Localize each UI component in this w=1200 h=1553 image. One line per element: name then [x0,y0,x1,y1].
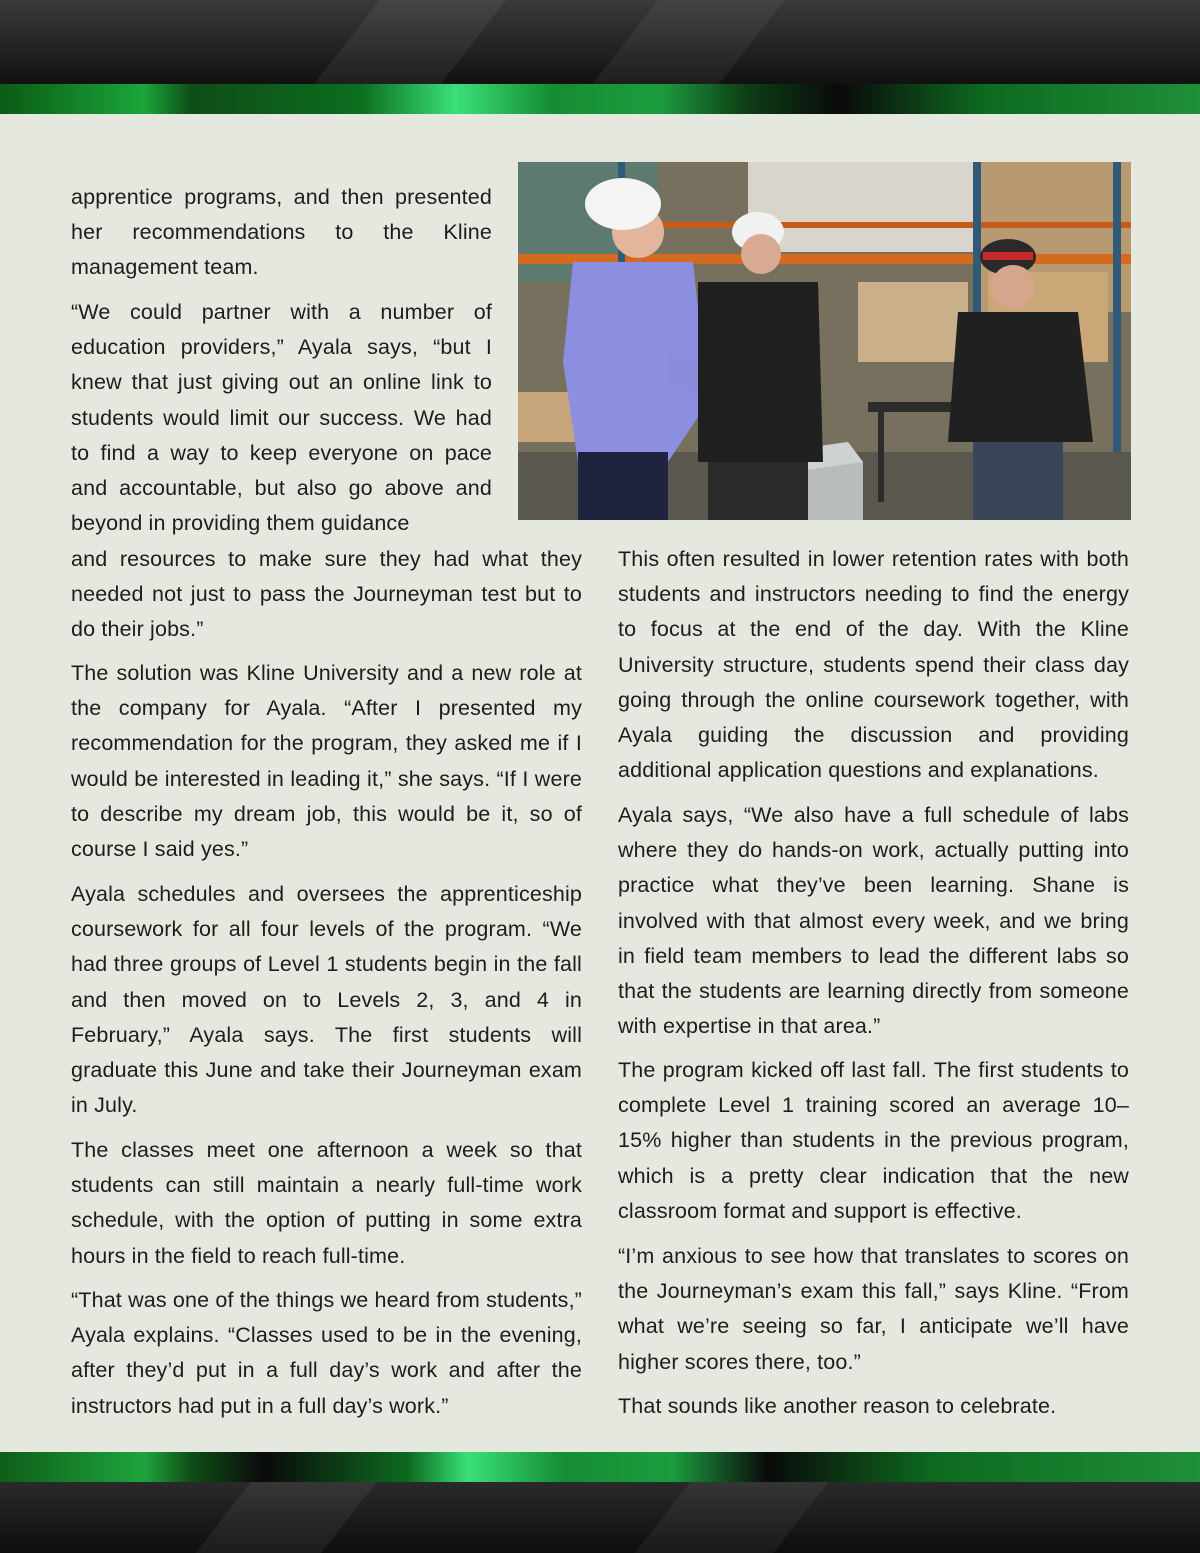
paragraph: “I’m anxious to see how that translates to scores on the Journeyman’s exam this fall,” says Kline. “From what we’re seeing so far, I anticipate we’ll have higher scores there, too.” [618,1244,1129,1374]
paragraph: That sounds like another reason to celebrate. [618,1394,1057,1418]
paragraph: The solution was Kline University and a new role at the company for Ayala. “After I presented my recommendation for the program, they asked me if I would be interested in leading it,” she says. “If I were to describe my dream job, this would be it, so of course I said yes.” [71,661,582,862]
paragraph: The program kicked off last fall. The first students to complete Level 1 training scored an average 10–15% higher than students in the previous program, which is a pretty clear indication that the new classroom format and support is effective. [618,1058,1129,1223]
paragraph: Ayala schedules and oversees the apprenticeship coursework for all four levels of the program. “We had three groups of Level 1 students begin in the fall and then moved on to Levels 2, 3, and 4 in February,” Ayala says. The first students will graduate this June and take their Journeyman exam in July. [71,882,582,1118]
header-dark-band [0,0,1200,84]
paragraph: Ayala says, “We also have a full schedule of labs where they do hands-on work, actually putting into practice what they’ve been learning. Shane is involved with that almost every week, and we bring in field team members to lead the different labs so that the students are learning directly from someone with expertise in that area.” [618,803,1129,1039]
header-green-stripe [0,84,1200,114]
warehouse-scene-illustration [518,162,1131,520]
paragraph: The classes meet one afternoon a week so that students can still maintain a nearly full-time work schedule, with the option of putting in some extra hours in the field to reach full-time. [71,1138,582,1268]
paragraph: “That was one of the things we heard from students,” Ayala explains. “Classes used to be in the evening, after they’d put in a full day’s work and after the instructors had put in a full day’s work.” [71,1288,582,1418]
footer-green-stripe [0,1452,1200,1482]
article-photo [518,162,1131,520]
paragraph: and resources to make sure they had what they needed not just to pass the Journeyman test but to do their jobs.” [71,547,582,642]
paragraph: apprentice programs, and then presented her recommendations to the Kline management team. [71,185,492,280]
paragraph: “We could partner with a number of education providers,” Ayala says, “but I knew that just giving out an online link to students would limit our success. We had to find a way to keep everyone on pace and accountable, but also go above and beyond in providing them guidance [71,300,492,536]
paragraph: This often resulted in lower retention rates with both students and instructors needing to find the energy to focus at the end of the day. With the Kline University structure, students spend their class day going through the online coursework together, with Ayala guiding the discussion and providing additional application questions and explanations. [618,547,1129,783]
footer-dark-band [0,1482,1200,1553]
